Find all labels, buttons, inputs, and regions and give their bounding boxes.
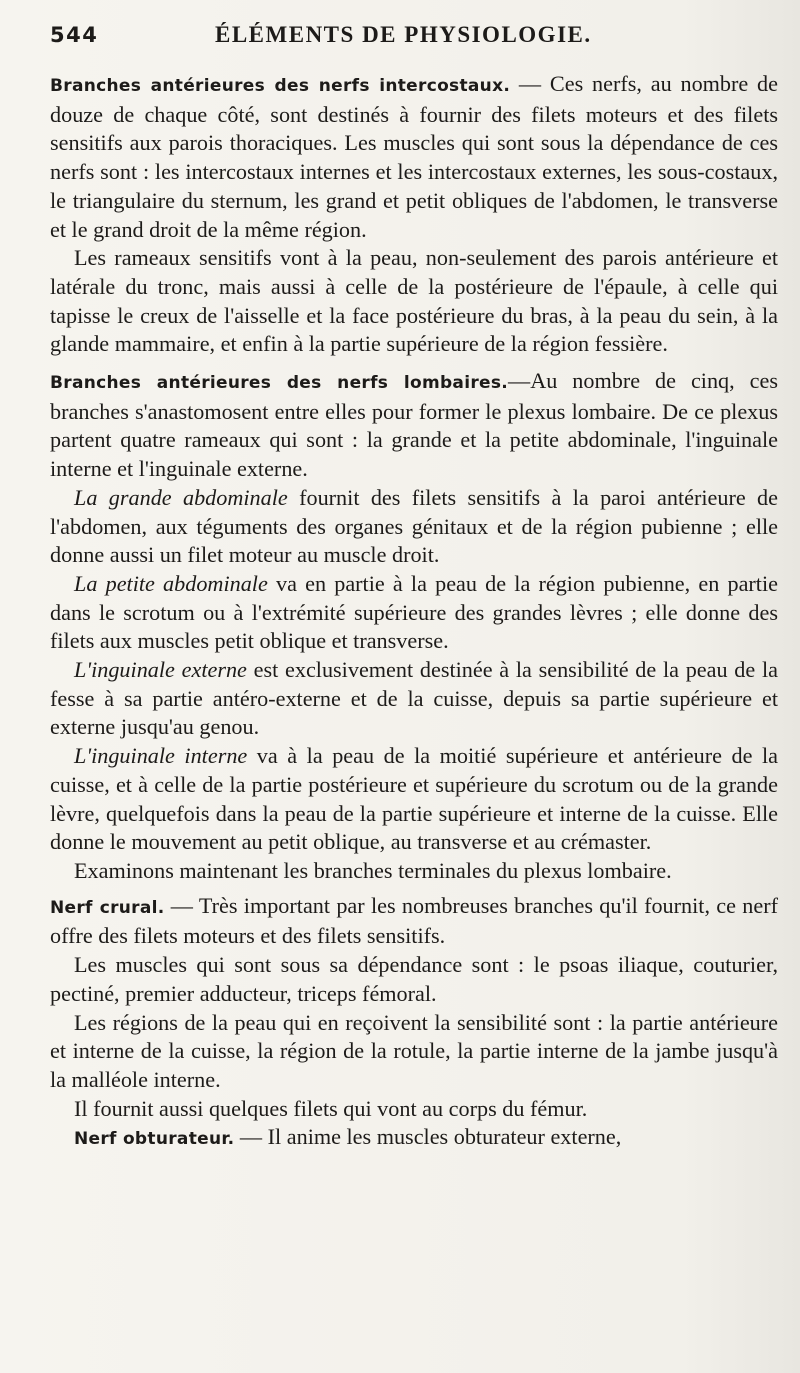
paragraph: La petite abdominale va en partie à la peau de la région pubienne, en partie dans le scrotum ou à l'extrémité supérieure des grandes lèvres ; elle donne des filets aux muscles petit oblique et transverse. xyxy=(50,570,778,654)
paragraph: Branches antérieures des nerfs intercostaux. — Ces nerfs, au nombre de douze de chaque côté, sont destinés à fournir des filets moteurs et des filets sensitifs aux parois thoraciques. Les muscles qui sont sous la dépendance de ces nerfs sont : les intercostaux internes et les intercostaux externes, les sous-costaux, le triangulaire du sternum, les grand et petit obliques de l'abdomen, le transverse et le grand droit de la même région. xyxy=(50,71,779,242)
term: La petite abdominale xyxy=(74,570,268,596)
section-heading: Branches antérieures des nerfs lombaires. xyxy=(50,373,509,394)
body-text xyxy=(50,70,778,1154)
paragraph: Les rameaux sensitifs vont à la peau, non-seulement des parois antérieure et latérale du tronc, mais aussi à celle de la postérieure de l'épaule, à celle qui tapisse le creux de l'aisselle et la face postérieure du bras, à la peau du sein, à la glande mammaire, et enfin à la partie supérieure de la région fessière. xyxy=(50,245,778,357)
section-heading: Nerf obturateur. xyxy=(74,1129,235,1150)
paragraph: Nerf obturateur. — Il anime les muscles obturateur externe, xyxy=(74,1124,622,1150)
paragraph: La grande abdominale fournit des filets sensitifs à la paroi antérieure de l'abdomen, aux téguments des organes génitaux et de la région pubienne ; elle donne aussi un filet moteur au muscle droit. xyxy=(50,484,778,568)
paragraph: L'inguinale externe est exclusivement destinée à la sensibilité de la peau de la fesse à sa partie antéro-externe et de la cuisse, depuis sa partie supérieure et externe jusqu'au genou. xyxy=(50,657,778,740)
paragraph: Examinons maintenant les branches terminales du plexus lombaire. xyxy=(74,857,672,883)
running-title: ÉLÉMENTS DE PHYSIOLOGIE. xyxy=(215,22,592,47)
paragraph: Les muscles qui sont sous sa dépendance sont : le psoas iliaque, couturier, pectiné, premier adducteur, triceps fémoral. xyxy=(50,952,778,1006)
term: La grande abdominale xyxy=(74,484,288,510)
term: L'inguinale externe xyxy=(74,657,247,683)
paragraph: Nerf crural. — Très important par les nombreuses branches qu'il fournit, ce nerf offre des filets moteurs et des filets sensitifs. xyxy=(50,892,778,949)
running-head xyxy=(50,22,778,48)
paragraph: Il fournit aussi quelques filets qui vont au corps du fémur. xyxy=(74,1095,588,1121)
page-number: 544 xyxy=(50,23,99,47)
section-heading: Nerf crural. xyxy=(50,897,165,918)
section-heading: Branches antérieures des nerfs intercostaux. xyxy=(50,76,511,96)
paragraph: Branches antérieures des nerfs lombaires.—Au nombre de cinq, ces branches s'anastomosent entre elles pour former le plexus lombaire. De ce plexus partent quatre rameaux qui sont : la grande et la petite abdominale, l'inguinale interne et l'inguinale externe. xyxy=(50,368,778,482)
paragraph: L'inguinale interne va à la peau de la moitié supérieure et antérieure de la cuisse, et à celle de la partie postérieure et supérieure du scrotum ou de la grande lèvre, quelquefois dans la peau de la partie supérieure et interne de la cuisse. Elle donne le mouvement au petit oblique, au transverse et au crémaster. xyxy=(50,743,778,855)
term: L'inguinale interne xyxy=(74,743,248,769)
paragraph: Les régions de la peau qui en reçoivent la sensibilité sont : la partie antérieure et interne de la cuisse, la région de la rotule, la partie interne de la jambe jusqu'à la malléole interne. xyxy=(50,1009,778,1092)
